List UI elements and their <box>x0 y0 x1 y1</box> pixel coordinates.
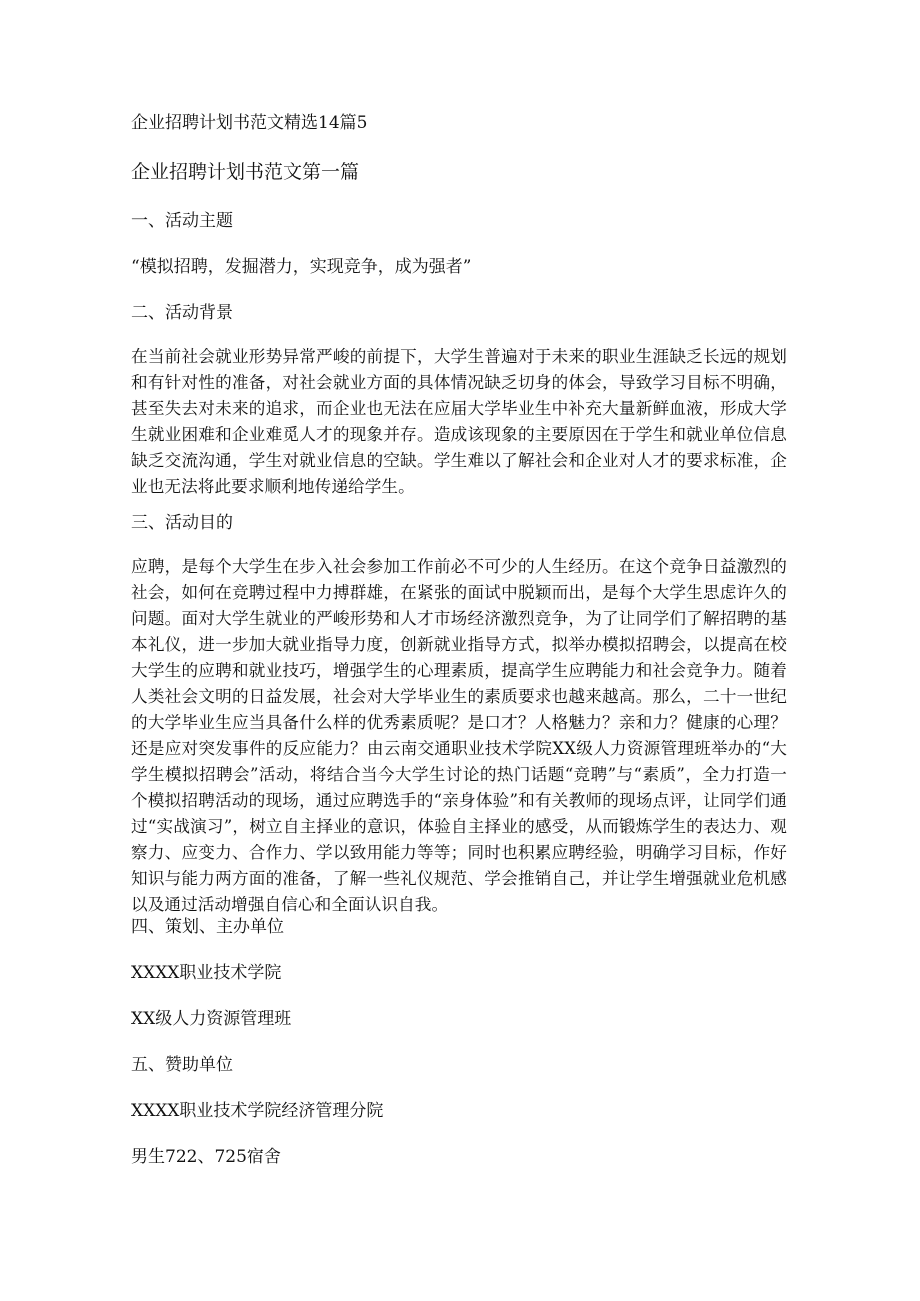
organizer-line: XXXX职业技术学院 <box>131 963 282 983</box>
sponsor-line: XXXX职业技术学院经济管理分院 <box>131 1101 384 1121</box>
section-heading-background: 二、活动背景 <box>131 303 233 323</box>
chapter-title: 企业招聘计划书范文第一篇 <box>131 161 360 183</box>
sponsor-line: 男生722、725宿舍 <box>131 1147 281 1167</box>
purpose-paragraph: 应聘，是每个大学生在步入社会参加工作前必不可少的人生经历。在这个竞争日益激烈的社会，如何在竞聘过程中力搏群雄，在紧张的面试中脱颖而出，是每个大学生思虑许久的问题。面对大学生就业的严峻形势和人才市场经济激烈竞争，为了让同学们了解招聘的基本礼仪，进一步加大就业指导力度，创新就业指导方式，拟举办模拟招聘会，以提高在校大学生的应聘和就业技巧，增强学生的心理素质，提高学生应聘能力和社会竞争力。随着人类社会文明的日益发展，社会对大学毕业生的素质要求也越来越高。那么，二十一世纪的大学毕业生应当具备什么样的优秀素质呢？是口才？人格魅力？亲和力？健康的心理？还是应对突发事件的反应能力？由云南交通职业技术学院XX级人力资源管理班举办的“大学生模拟招聘会”活动，将结合当今大学生讨论的热门话题“竞聘”与“素质”，全力打造一个模拟招聘活动的现场，通过应聘选手的“亲身体验”和有关教师的现场点评，让同学们通过“实战演习”，树立自主择业的意识，体验自主择业的感受，从而锻炼学生的表达力、观察力、应变力、合作力、学以致用能力等等；同时也积累应聘经验，明确学习目标，作好知识与能力两方面的准备，了解一些礼仪规范、学会推销自己，并让学生增强就业危机感以及通过活动增强自信心和全面认识自我。 <box>131 557 787 914</box>
section-heading-organizer: 四、策划、主办单位 <box>131 917 284 937</box>
section-heading-theme: 一、活动主题 <box>131 211 233 231</box>
theme-slogan: “模拟招聘，发掘潜力，实现竞争，成为强者” <box>131 257 472 277</box>
background-paragraph: 在当前社会就业形势异常严峻的前提下，大学生普遍对于未来的职业生涯缺乏长远的规划和有针对性的准备，对社会就业方面的具体情况缺乏切身的体会，导致学习目标不明确，甚至失去对未来的追求，而企业也无法在应届大学毕业生中补充大量新鲜血液，形成大学生就业困难和企业难觅人才的现象并存。造成该现象的主要原因在于学生和就业单位信息缺乏交流沟通，学生对就业信息的空缺。学生难以了解社会和企业对人才的要求标准，企业也无法将此要求顺利地传递给学生。 <box>131 347 787 496</box>
organizer-line: XX级人力资源管理班 <box>131 1009 292 1029</box>
document-page <box>131 0 791 1301</box>
section-heading-purpose: 三、活动目的 <box>131 513 233 533</box>
section-heading-sponsor: 五、赞助单位 <box>131 1055 233 1075</box>
document-title: 企业招聘计划书范文精选14篇5 <box>131 113 368 133</box>
